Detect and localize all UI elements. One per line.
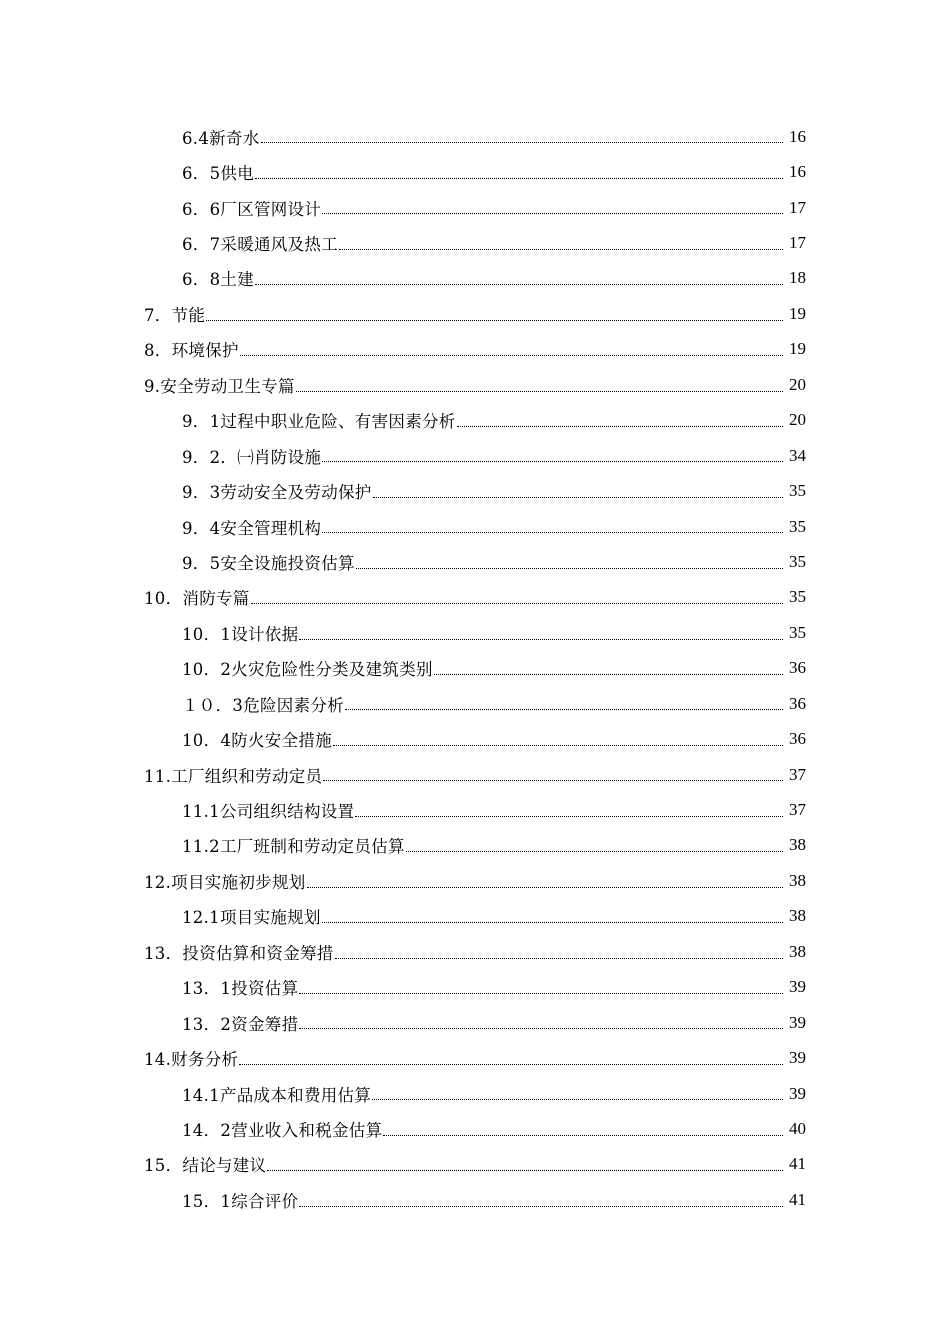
toc-entry-title: 11.工厂组织和劳动定员 <box>144 766 323 786</box>
table-of-contents <box>0 119 950 1218</box>
toc-entry-page-number: 35 <box>789 516 806 536</box>
toc-entry-page-number: 40 <box>789 1118 806 1138</box>
toc-entry[interactable] <box>0 544 950 579</box>
toc-entry-title: 6．6厂区管网设计 <box>182 199 322 219</box>
toc-dot-leader <box>307 887 783 888</box>
toc-dot-leader <box>299 1206 783 1207</box>
toc-dot-leader <box>383 1135 783 1136</box>
toc-entry-page-number: 35 <box>789 622 806 642</box>
toc-entry-title: 13．2资金筹措 <box>182 1014 299 1034</box>
toc-entry-page-number: 39 <box>789 1048 806 1068</box>
toc-entry-title: １０．3危险因素分析 <box>182 695 344 715</box>
toc-entry[interactable] <box>0 1182 950 1217</box>
toc-entry-title: 14．2营业收入和税金估算 <box>182 1120 383 1140</box>
toc-dot-leader <box>251 603 783 604</box>
toc-entry-page-number: 37 <box>789 800 806 820</box>
toc-entry-title: 10．1设计依据 <box>182 624 299 644</box>
toc-entry-page-number: 35 <box>789 551 806 571</box>
toc-entry-title: 6．8土建 <box>182 270 254 290</box>
toc-entry-page-number: 36 <box>789 729 806 749</box>
toc-dot-leader <box>323 780 783 781</box>
toc-entry-page-number: 36 <box>789 693 806 713</box>
toc-entry-title: 9．4安全管理机构 <box>182 518 322 538</box>
toc-entry-page-number: 19 <box>789 339 806 359</box>
toc-entry-title: 10．2火灾危险性分类及建筑类别 <box>182 660 433 680</box>
toc-entry[interactable] <box>0 367 950 402</box>
toc-dot-leader <box>255 178 783 179</box>
toc-entry-page-number: 38 <box>789 835 806 855</box>
toc-entry-title: 9．1过程中职业危险、有害因素分析 <box>182 412 456 432</box>
toc-dot-leader <box>299 639 783 640</box>
toc-entry-page-number: 17 <box>789 197 806 217</box>
toc-entry-page-number: 34 <box>789 445 806 465</box>
toc-entry-page-number: 16 <box>789 126 806 146</box>
toc-entry-title: 10．消防专篇 <box>144 589 250 609</box>
toc-entry[interactable] <box>0 1005 950 1040</box>
toc-entry[interactable] <box>0 119 950 154</box>
toc-entry-title: 15．结论与建议 <box>144 1156 267 1176</box>
toc-entry[interactable] <box>0 473 950 508</box>
toc-entry-title: 13．投资估算和资金筹措 <box>144 943 334 963</box>
toc-entry-page-number: 39 <box>789 1083 806 1103</box>
toc-dot-leader <box>240 355 783 356</box>
toc-entry-page-number: 36 <box>789 658 806 678</box>
toc-entry[interactable] <box>0 1076 950 1111</box>
toc-entry[interactable] <box>0 686 950 721</box>
toc-entry-page-number: 17 <box>789 233 806 253</box>
toc-entry[interactable] <box>0 580 950 615</box>
toc-dot-leader <box>372 1099 783 1100</box>
toc-entry[interactable] <box>0 1147 950 1182</box>
toc-entry-title: 9．2．㈠肖防设施 <box>182 447 322 467</box>
toc-entry-page-number: 38 <box>789 941 806 961</box>
toc-entry[interactable] <box>0 651 950 686</box>
toc-entry[interactable] <box>0 225 950 260</box>
toc-entry[interactable] <box>0 1040 950 1075</box>
toc-dot-leader <box>322 461 783 462</box>
toc-entry[interactable] <box>0 438 950 473</box>
toc-entry[interactable] <box>0 970 950 1005</box>
toc-dot-leader <box>299 993 783 994</box>
toc-entry[interactable] <box>0 757 950 792</box>
toc-dot-leader <box>299 1028 783 1029</box>
toc-entry-page-number: 41 <box>789 1154 806 1174</box>
toc-dot-leader <box>355 816 783 817</box>
toc-dot-leader <box>322 922 783 923</box>
toc-dot-leader <box>406 851 783 852</box>
toc-entry-page-number: 19 <box>789 303 806 323</box>
toc-entry-title: 15．1综合评价 <box>182 1191 299 1211</box>
toc-entry[interactable] <box>0 190 950 225</box>
toc-entry[interactable] <box>0 403 950 438</box>
toc-dot-leader <box>255 284 783 285</box>
toc-entry-title: 14.1产品成本和费用估算 <box>182 1085 372 1105</box>
toc-entry-title: 12.项目实施初步规划 <box>144 872 306 892</box>
toc-entry-title: 7．节能 <box>144 305 206 325</box>
toc-dot-leader <box>356 568 783 569</box>
toc-entry[interactable] <box>0 296 950 331</box>
toc-entry-page-number: 18 <box>789 268 806 288</box>
toc-entry-page-number: 39 <box>789 1012 806 1032</box>
toc-entry-title: 11.2工厂班制和劳动定员估算 <box>182 837 405 857</box>
toc-entry-page-number: 39 <box>789 977 806 997</box>
toc-entry-page-number: 37 <box>789 764 806 784</box>
toc-entry-page-number: 35 <box>789 587 806 607</box>
toc-dot-leader <box>434 674 783 675</box>
toc-dot-leader <box>261 142 783 143</box>
toc-entry[interactable] <box>0 1111 950 1146</box>
toc-entry-title: 6．7采暖通风及热工 <box>182 235 338 255</box>
toc-dot-leader <box>457 426 783 427</box>
toc-entry[interactable] <box>0 332 950 367</box>
toc-dot-leader <box>239 1064 783 1065</box>
toc-dot-leader <box>206 320 783 321</box>
toc-entry[interactable] <box>0 615 950 650</box>
toc-entry[interactable] <box>0 792 950 827</box>
toc-dot-leader <box>267 1170 783 1171</box>
toc-entry-title: 6.4新奇水 <box>182 128 260 148</box>
toc-entry-title: 6．5供电 <box>182 164 254 184</box>
toc-entry-page-number: 38 <box>789 906 806 926</box>
toc-entry-title: 9．3劳动安全及劳动保护 <box>182 483 372 503</box>
toc-entry[interactable] <box>0 154 950 189</box>
toc-dot-leader <box>322 532 783 533</box>
toc-entry[interactable] <box>0 863 950 898</box>
toc-entry-title: 9.安全劳动卫生专篇 <box>144 376 295 396</box>
toc-entry-page-number: 16 <box>789 162 806 182</box>
toc-dot-leader <box>339 249 783 250</box>
toc-entry-page-number: 41 <box>789 1189 806 1209</box>
toc-dot-leader <box>333 745 783 746</box>
toc-entry-title: 14.财务分析 <box>144 1050 239 1070</box>
toc-entry-page-number: 38 <box>789 870 806 890</box>
toc-entry-title: 8．环境保护 <box>144 341 239 361</box>
toc-entry[interactable] <box>0 509 950 544</box>
toc-entry-title: 12.1项目实施规划 <box>182 908 321 928</box>
toc-entry-page-number: 20 <box>789 374 806 394</box>
toc-entry[interactable] <box>0 828 950 863</box>
toc-entry-title: 9．5安全设施投资估算 <box>182 553 355 573</box>
toc-dot-leader <box>335 958 783 959</box>
toc-entry-title: 11.1公司组织结构设置 <box>182 802 355 822</box>
toc-dot-leader <box>345 709 783 710</box>
toc-entry[interactable] <box>0 721 950 756</box>
toc-entry-title: 13．1投资估算 <box>182 979 299 999</box>
toc-entry-title: 10．4防火安全措施 <box>182 731 332 751</box>
toc-dot-leader <box>373 497 783 498</box>
toc-entry[interactable] <box>0 261 950 296</box>
toc-dot-leader <box>322 213 783 214</box>
toc-dot-leader <box>296 391 783 392</box>
toc-entry[interactable] <box>0 934 950 969</box>
toc-entry-page-number: 35 <box>789 481 806 501</box>
toc-entry-page-number: 20 <box>789 410 806 430</box>
toc-entry[interactable] <box>0 899 950 934</box>
